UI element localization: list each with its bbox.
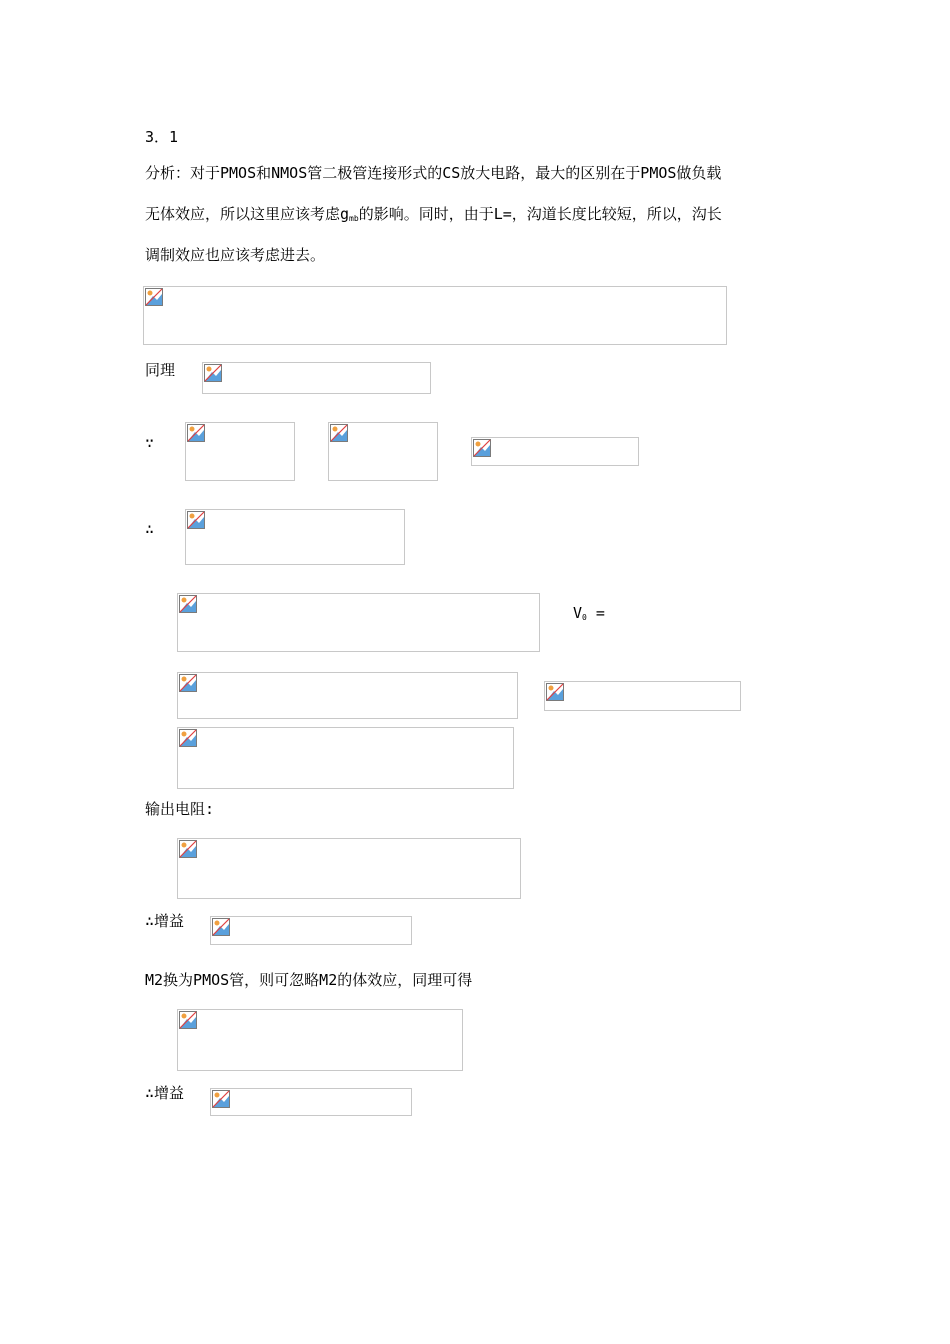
broken-image-icon	[204, 364, 222, 382]
gain-label-2: ∴增益	[145, 1084, 185, 1102]
equation-image-2	[202, 362, 431, 394]
gmb-symbol: g	[340, 205, 350, 223]
equation-image-10	[177, 727, 514, 789]
broken-image-icon	[179, 840, 197, 858]
v0-equals: =	[586, 604, 605, 622]
equation-image-12	[210, 916, 412, 945]
equation-image-13	[177, 1009, 463, 1071]
equation-image-4	[328, 422, 438, 481]
broken-image-icon	[330, 424, 348, 442]
equation-image-9	[544, 681, 741, 711]
broken-image-icon	[179, 595, 197, 613]
analysis-line-2-post: 的影响。同时，由于L=，沟道长度比较短，所以，沟长	[358, 205, 722, 223]
gmb-subscript: mb	[349, 214, 359, 223]
pmos-note: M2换为PMOS管，则可忽略M2的体效应，同理可得	[145, 971, 473, 989]
broken-image-icon	[179, 729, 197, 747]
v0-symbol: V	[573, 604, 583, 622]
analysis-line-2-pre: 无体效应，所以这里应该考虑	[145, 205, 341, 223]
equation-image-8	[177, 672, 518, 719]
therefore-symbol: ∴	[145, 520, 155, 538]
because-symbol: ∵	[145, 434, 155, 452]
equation-image-1	[143, 286, 727, 345]
output-resistance-label: 输出电阻:	[145, 800, 215, 818]
equation-image-6	[185, 509, 405, 565]
broken-image-icon	[546, 683, 564, 701]
equation-image-7	[177, 593, 540, 652]
equation-image-5	[471, 437, 639, 466]
v0-label	[573, 603, 605, 628]
tongli-label: 同理	[145, 361, 176, 379]
v0-subscript: 0	[582, 613, 587, 622]
broken-image-icon	[212, 1090, 230, 1108]
broken-image-icon	[187, 424, 205, 442]
broken-image-icon	[473, 439, 491, 457]
broken-image-icon	[145, 288, 163, 306]
analysis-line-3: 调制效应也应该考虑进去。	[145, 246, 326, 264]
equation-image-14	[210, 1088, 412, 1116]
broken-image-icon	[187, 511, 205, 529]
broken-image-icon	[179, 1011, 197, 1029]
gain-label-1: ∴增益	[145, 912, 185, 930]
equation-image-3	[185, 422, 295, 481]
section-number: 3．1	[145, 128, 179, 146]
analysis-line-1: 分析：对于PMOS和NMOS管二极管连接形式的CS放大电路，最大的区别在于PMOS做负载	[145, 164, 722, 182]
broken-image-icon	[212, 918, 230, 936]
equation-image-11	[177, 838, 521, 899]
broken-image-icon	[179, 674, 197, 692]
analysis-line-2	[145, 204, 722, 229]
